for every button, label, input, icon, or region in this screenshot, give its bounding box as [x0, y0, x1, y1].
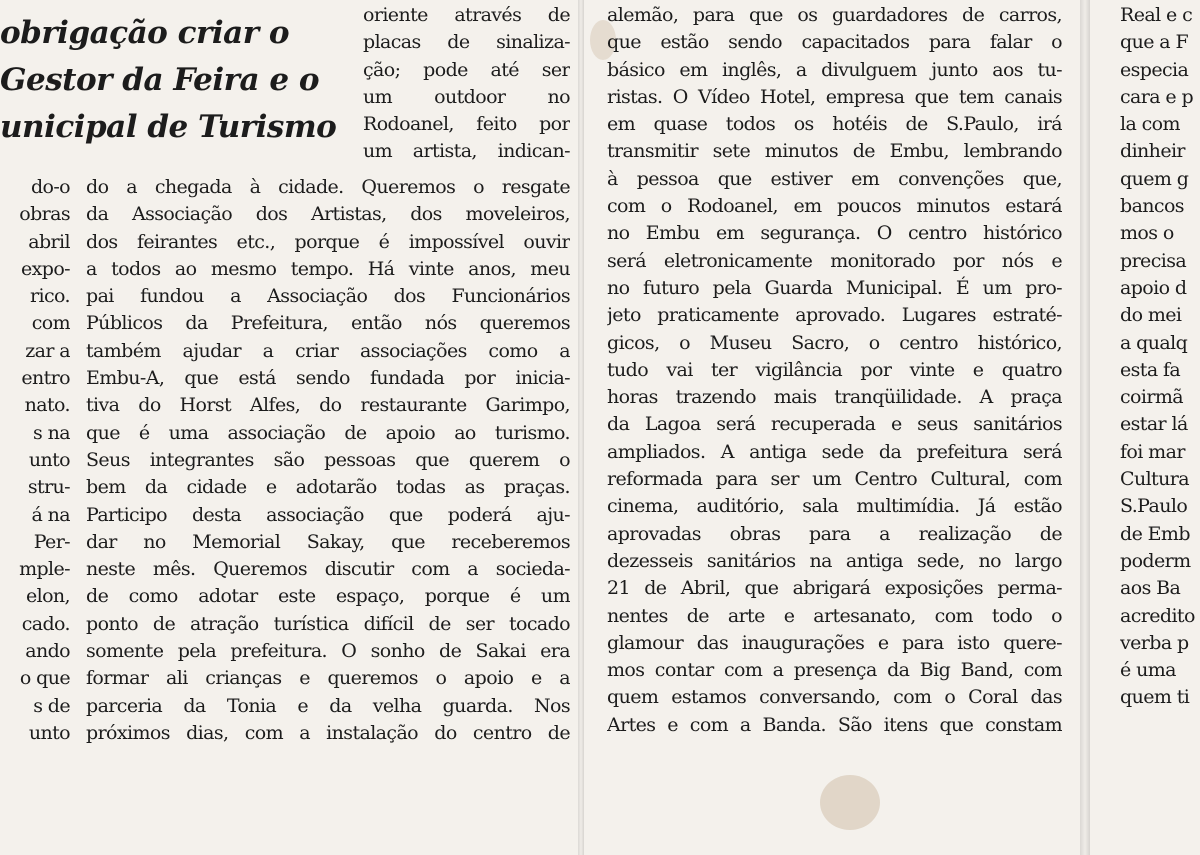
text-line: esta fa [1120, 358, 1181, 381]
text-line: mos contar com a presença da Big Band, com [607, 659, 1062, 682]
text-line: precisa [1120, 249, 1187, 272]
text-line: mos o [1120, 222, 1174, 245]
text-line: foi mar [1120, 440, 1185, 463]
text-line: com [31, 312, 70, 335]
text-line: Embu-A, que está sendo fundada por inicia- [86, 367, 570, 390]
column-3 [607, 2, 1062, 739]
column-2 [86, 174, 570, 747]
text-line: também ajudar a criar associações como a [86, 339, 570, 362]
text-line: da Associação dos Artistas, dos moveleiros, [86, 203, 570, 226]
text-line: entro [21, 367, 70, 390]
text-line: rico. [30, 285, 70, 308]
text-line: placas de sinaliza- [363, 31, 570, 54]
text-line: em quase todos os hotéis de S.Paulo, irá [607, 113, 1062, 136]
text-line: horas trazendo mais tranqüilidade. A praça [607, 386, 1062, 409]
text-line: no Embu em segurança. O centro histórico [607, 222, 1062, 245]
text-line: somente pela prefeitura. O sonho de Sakai era [86, 640, 570, 663]
text-line: s de [33, 694, 70, 717]
text-line: a qualq [1120, 331, 1188, 354]
headline [0, 10, 350, 151]
text-line: mple- [19, 558, 70, 581]
text-line: com o Rodoanel, em poucos minutos estará [607, 195, 1062, 218]
text-line: elon, [25, 585, 70, 608]
text-line: Real e c [1120, 4, 1193, 26]
text-line: alemão, para que os guardadores de carros, [607, 4, 1062, 26]
text-line: especia [1120, 58, 1189, 81]
text-line: poderm [1120, 549, 1191, 572]
text-line: Públicos da Prefeitura, então nós queremos [86, 312, 570, 335]
text-line: à pessoa que estiver em convenções que, [607, 167, 1062, 190]
text-line: acredito [1120, 604, 1195, 627]
text-line: oriente através de [363, 4, 570, 26]
text-line: que é uma associação de apoio ao turismo. [86, 421, 570, 444]
text-line: quem g [1120, 167, 1189, 190]
text-line: bancos [1120, 195, 1184, 218]
text-line: ristas. O Vídeo Hotel, empresa que tem canais [607, 85, 1062, 108]
column-2-top [363, 2, 570, 166]
text-line: S.Paulo [1120, 495, 1188, 518]
text-line: Artes e com a Banda. São itens que constam [607, 713, 1062, 736]
text-line: dos feirantes etc., porque é impossível ouvir [86, 230, 570, 253]
text-line: aos Ba [1120, 577, 1181, 600]
text-line: estar lá [1120, 413, 1188, 436]
text-line: ando [25, 640, 70, 663]
text-line: de Emb [1120, 522, 1190, 545]
text-line: s na [33, 421, 70, 444]
paper-fold [578, 0, 584, 855]
text-line: o que [19, 667, 70, 690]
text-line: nato. [24, 394, 70, 417]
column-1 [0, 174, 70, 747]
text-line: unto [28, 448, 70, 471]
paper-stain [820, 775, 880, 830]
text-line: de como adotar este espaço, porque é um [86, 585, 570, 608]
text-line: um artista, indican- [363, 140, 570, 163]
text-line: cinema, auditório, sala multimídia. Já estão [607, 495, 1062, 518]
text-line: dinheir [1120, 140, 1185, 163]
text-line: coirmã [1120, 386, 1183, 409]
text-line: Cultura [1120, 468, 1189, 491]
text-line: Per- [33, 530, 70, 553]
text-line: pai fundou a Associação dos Funcionários [86, 285, 570, 308]
text-line: obras [19, 203, 70, 226]
text-line: 21 de Abril, que abrigará exposições perma- [607, 577, 1062, 600]
text-line: Rodoanel, feito por [363, 113, 570, 136]
text-line: básico em inglês, a divulguem junto aos tu- [607, 58, 1062, 81]
text-line: da Lagoa será recuperada e seus sanitários [607, 413, 1062, 436]
text-line: á na [31, 503, 70, 526]
text-line: do mei [1120, 304, 1182, 327]
text-line: ponto de atração turística difícil de ser tocado [86, 612, 570, 635]
text-line: dezesseis sanitários na antiga sede, no largo [607, 549, 1062, 572]
text-line: a todos ao mesmo tempo. Há vinte anos, meu [86, 257, 570, 280]
text-line: Participo desta associação que poderá aju- [86, 503, 570, 526]
text-line: cara e p [1120, 85, 1194, 108]
text-line: parceria da Tonia e da velha guarda. Nos [86, 694, 570, 717]
text-line: reformada para ser um Centro Cultural, com [607, 468, 1062, 491]
text-line: um outdoor no [363, 85, 570, 108]
text-line: zar a [25, 339, 70, 362]
text-line: bem da cidade e adotarão todas as praças. [86, 476, 570, 499]
text-line: jeto praticamente aprovado. Lugares estraté- [607, 304, 1062, 327]
text-line: quem ti [1120, 686, 1190, 709]
text-line: expo- [21, 257, 70, 280]
text-line: cado. [21, 612, 70, 635]
text-line: Seus integrantes são pessoas que querem o [86, 448, 570, 471]
text-line: unto [28, 721, 70, 744]
text-line: próximos dias, com a instalação do centro de [86, 721, 570, 744]
text-line: que a F [1120, 31, 1189, 54]
text-line: transmitir sete minutos de Embu, lembrando [607, 140, 1062, 163]
text-line: tiva do Horst Alfes, do restaurante Garimpo, [86, 394, 570, 417]
text-line: será eletronicamente monitorado por nós e [607, 249, 1062, 272]
paper-fold [1080, 0, 1090, 855]
text-line: tudo vai ter vigilância por vinte e quatro [607, 358, 1062, 381]
text-line: stru- [27, 476, 70, 499]
text-line: ampliados. A antiga sede da prefeitura será [607, 440, 1062, 463]
text-line: gicos, o Museu Sacro, o centro histórico, [607, 331, 1062, 354]
text-line: quem estamos conversando, com o Coral das [607, 686, 1062, 709]
text-line: abril [28, 230, 70, 253]
text-line: do a chegada à cidade. Queremos o resgate [86, 176, 570, 198]
text-line: nentes de arte e artesanato, com todo o [607, 604, 1062, 627]
text-line: Gestor da Feira e o [0, 62, 320, 98]
text-line: do-o [30, 176, 70, 198]
text-line: no futuro pela Guarda Municipal. É um pro- [607, 276, 1062, 299]
text-line: aprovadas obras para a realização de [607, 522, 1062, 545]
text-line: dar no Memorial Sakay, que receberemos [86, 530, 570, 553]
text-line: la com [1120, 113, 1180, 136]
text-line: que estão sendo capacitados para falar o [607, 31, 1062, 54]
column-4 [1120, 2, 1200, 712]
text-line: obrigação criar o [0, 15, 290, 51]
text-line: verba p [1120, 631, 1189, 654]
text-line: é uma [1120, 659, 1176, 682]
text-line: neste mês. Queremos discutir com a socieda- [86, 558, 570, 581]
text-line: apoio d [1120, 276, 1187, 299]
text-line: glamour das inaugurações e para isto quere- [607, 631, 1062, 654]
text-line: ção; pode até ser [363, 58, 570, 81]
text-line: formar ali crianças e queremos o apoio e a [86, 667, 570, 690]
text-line: unicipal de Turismo [0, 109, 337, 145]
